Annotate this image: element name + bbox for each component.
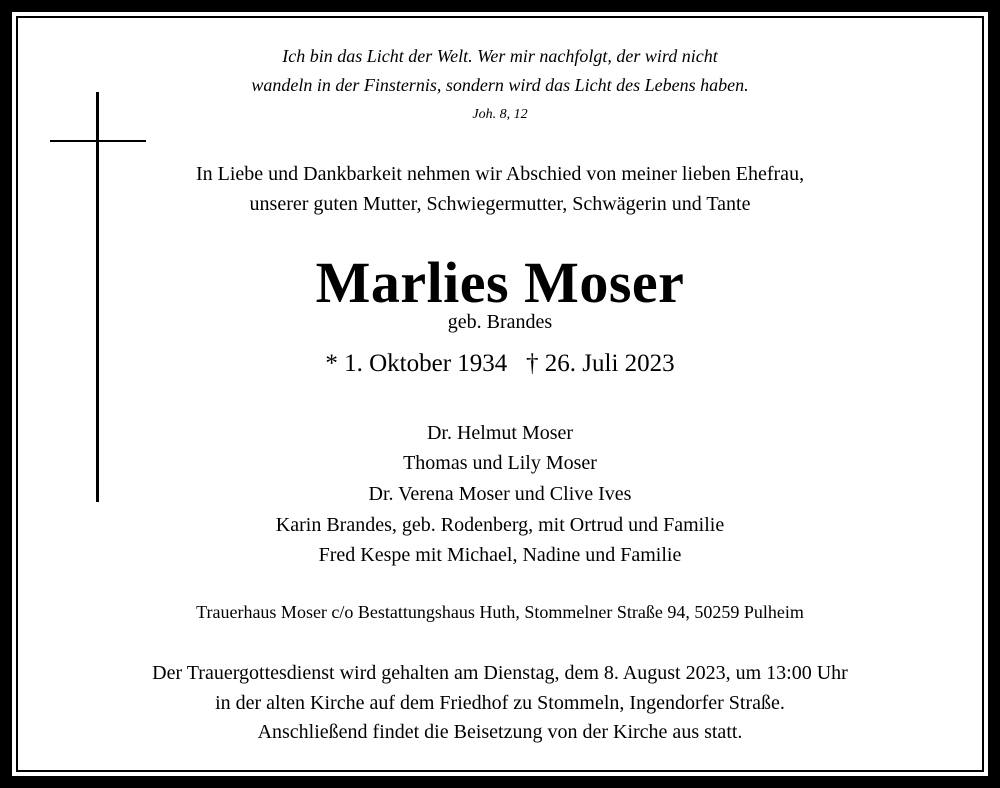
maiden-name: geb. Brandes <box>447 311 553 333</box>
mourner-5: Fred Kespe mit Michael, Nadine und Familie <box>318 544 682 566</box>
mourner-4: Karin Brandes, geb. Rodenberg, mit Ortrud und Familie <box>275 514 725 536</box>
service-line-2: in der alten Kirche auf dem Friedhof zu Stommeln, Ingendorfer Straße. <box>215 692 785 714</box>
service-line-3: Anschließend findet die Beisetzung von der Kirche aus statt. <box>257 721 743 743</box>
intro-line-1: In Liebe und Dankbarkeit nehmen wir Abschied von meiner lieben Ehefrau, <box>195 163 805 185</box>
mourning-house-address: Trauerhaus Moser c/o Bestattungshaus Huth, Stommelner Straße 94, 50259 Pulheim <box>196 602 804 622</box>
bible-reference: Joh. 8, 12 <box>472 107 528 122</box>
life-dates: * 1. Oktober 1934 † 26. Juli 2023 <box>325 350 675 377</box>
intro-line-2: unserer guten Mutter, Schwiegermutter, Schwägerin und Tante <box>249 193 751 215</box>
obituary-notice <box>12 12 988 776</box>
inner-border <box>16 16 984 772</box>
deceased-name: Marlies Moser <box>315 250 685 315</box>
bible-quote-line-2: wandeln in der Finsternis, sondern wird das Licht des Lebens haben. <box>251 75 749 95</box>
bible-quote-line-1: Ich bin das Licht der Welt. Wer mir nachfolgt, der wird nicht <box>282 46 718 66</box>
mourner-2: Thomas und Lily Moser <box>403 452 597 474</box>
service-line-1: Der Trauergottesdienst wird gehalten am Dienstag, dem 8. August 2023, um 13:00 Uhr <box>152 662 848 684</box>
mourner-1: Dr. Helmut Moser <box>426 422 574 444</box>
cross-symbol-horizontal <box>50 140 146 142</box>
mourner-3: Dr. Verena Moser und Clive Ives <box>368 483 632 505</box>
